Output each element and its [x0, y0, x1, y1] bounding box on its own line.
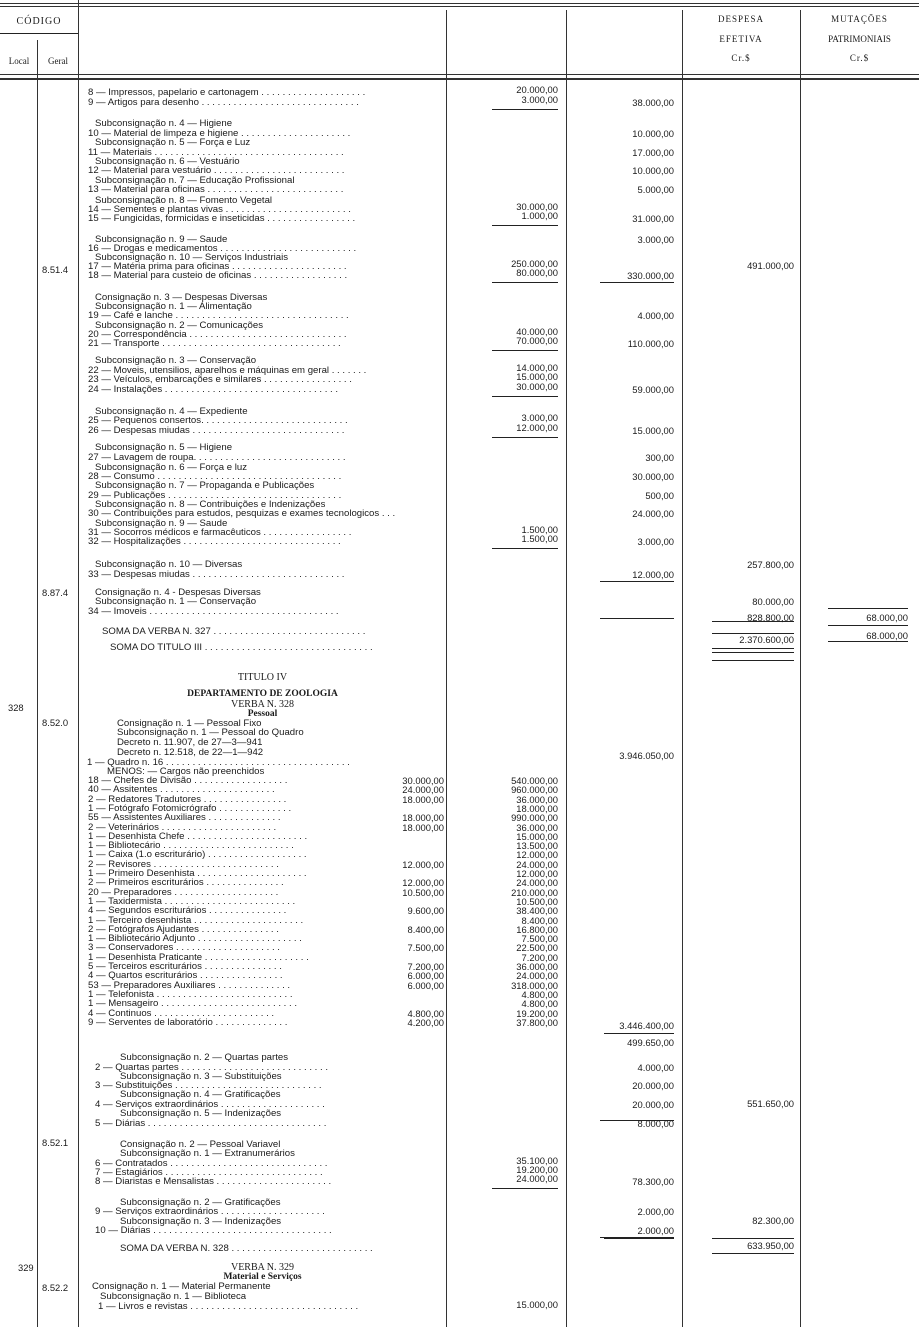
row-value-b: 12.000,00 [632, 569, 674, 580]
staff-row: 1 — Desenhista Chefe . . . . . . . . . . . . . . . . . . . . . . . [88, 830, 308, 842]
codigo-header: CÓDIGO [16, 16, 62, 27]
staff-row: 1 — Bibliotecário Adjunto . . . . . . . . . . . . . . . . . . . . [88, 933, 302, 945]
row-text: Consignação n. 3 — Despesas Diversas [95, 292, 268, 303]
rule-c-4 [712, 652, 794, 653]
row-text: 14 — Sementes e plantas vivas . . . . . . . . . . . . . . . . . . . . . . . . [88, 204, 351, 215]
row-value-b: 38.000,00 [632, 97, 674, 108]
staff-unit-value: 4.200,00 [407, 1016, 444, 1028]
decreto-2: Decreto n. 12.518, de 22—1—942 [117, 747, 264, 758]
row-text: 18 — Material para custeio de oficinas . . . . . . . . . . . . . . . . . . [88, 270, 348, 281]
row-text: Subconsignação n. 8 — Fomento Vegetal [95, 195, 273, 206]
row-text: Subconsignação n. 3 — Substituições [120, 1071, 282, 1082]
mutacoes-unit: Cr.$ [849, 53, 870, 63]
menos-line: MENOS: — Cargos não preenchidos [107, 766, 265, 777]
col-rule-c [800, 10, 801, 1327]
staff-total-value: 13.500,00 [516, 840, 558, 852]
row-text: 17 — Matéria prima para oficinas . . . . . . . . . . . . . . . . . . . . . . [88, 261, 347, 272]
staff-row: 20 — Preparadores . . . . . . . . . . . . . . . . . . . . [88, 886, 279, 898]
pessoal-title: Pessoal [247, 709, 278, 719]
subtotal-rule [492, 109, 558, 110]
row-value-a: 250.000,00 [511, 258, 558, 269]
row-text: 21 — Transporte . . . . . . . . . . . . . . . . . . . . . . . . . . . . . . . . . . [88, 338, 341, 349]
staff-unit-value: 18.000,00 [402, 793, 444, 805]
row-text: 25 — Pequenos consertos. . . . . . . . . . . . . . . . . . . . . . . . . . . . [88, 415, 348, 426]
row-text: 29 — Publicações . . . . . . . . . . . . . . . . . . . . . . . . . . . . . . . . . [88, 490, 342, 501]
row-text: Subconsignação n. 1 — Conservação [95, 596, 257, 607]
staff-row: 1 — Primeiro Desenhista . . . . . . . . . . . . . . . . . . . . . [88, 868, 307, 879]
staff-row: 2 — Fotógrafos Ajudantes . . . . . . . . . . . . . . . [88, 923, 279, 935]
row-text: 30 — Contribuições para estudos, pesquizas e exames tecnologicos . . . [88, 508, 396, 519]
staff-total-value: 24.000,00 [516, 858, 558, 870]
row-text: Consignação n. 2 — Pessoal Variavel [120, 1139, 281, 1150]
despesa-header-2: EFETIVA [719, 34, 763, 44]
row-text: 10 — Material de limpeza e higiene . . . . . . . . . . . . . . . . . . . . . [88, 128, 351, 139]
staff-total-value: 36.000,00 [516, 961, 558, 972]
row-value-a: 1.000,00 [521, 210, 558, 221]
staff-row: 1 — Taxidermista . . . . . . . . . . . . . . . . . . . . . . . . . [88, 895, 296, 907]
staff-total-value: 18.000,00 [516, 802, 558, 814]
soma-titulo-3: SOMA DO TITULO III . . . . . . . . . . . . . . . . . . . . . . . . . . . . . . . . [110, 642, 373, 653]
row-value-b: 5.000,00 [637, 184, 674, 195]
row-value-b: 30.000,00 [632, 471, 674, 482]
row-value-b: 3.000,00 [637, 536, 674, 547]
row-text: Subconsignação n. 2 — Quartas partes [120, 1052, 288, 1063]
row-text: 33 — Despesas miudas . . . . . . . . . . . . . . . . . . . . . . . . . . . . . [88, 569, 345, 580]
row-text: 9 — Serviços extraordinários . . . . . . . . . . . . . . . . . . . . [95, 1206, 325, 1217]
staff-subtotal: 3.446.400,00 [619, 1020, 674, 1031]
staff-total-value: 960.000,00 [511, 784, 558, 796]
row-value-c: 80.000,00 [752, 596, 794, 607]
row-value-b: 2.000,00 [637, 1206, 674, 1217]
staff-total-value: 318.000,00 [511, 979, 558, 991]
row-text: 22 — Moveis, utensilios, aparelhos e máquinas em geral . . . . . . . [88, 365, 367, 376]
rule-c-3 [712, 648, 794, 649]
staff-unit-value: 7.200,00 [407, 961, 444, 972]
row-value-b: 24.000,00 [632, 508, 674, 519]
staff-total-value: 24.000,00 [516, 877, 558, 889]
row-value-a: 1.500,00 [521, 533, 558, 544]
row-text: 19 — Café e lanche . . . . . . . . . . . . . . . . . . . . . . . . . . . . . . . . . [88, 310, 349, 321]
staff-total-value: 36.000,00 [516, 821, 558, 833]
row-text: 9 — Artigos para desenho . . . . . . . . . . . . . . . . . . . . . . . . . . . . . . [88, 97, 359, 108]
staff-row: 1 — Fotógrafo Fotomicrógrafo . . . . . . . . . . . . . . [88, 802, 292, 814]
row-text: 5 — Diárias . . . . . . . . . . . . . . . . . . . . . . . . . . . . . . . . . . [95, 1118, 327, 1129]
staff-row: 55 — Assistentes Auxiliares . . . . . . . . . . . . . . [88, 812, 281, 824]
row-text: 6 — Contratados . . . . . . . . . . . . . . . . . . . . . . . . . . . . . . [95, 1158, 328, 1169]
staff-total-value: 4.800,00 [521, 988, 558, 1000]
staff-unit-value: 4.800,00 [407, 1007, 444, 1019]
staff-row: 4 — Continuos . . . . . . . . . . . . . . . . . . . . . . . [88, 1007, 275, 1019]
quadro-total: 3.946.050,00 [619, 750, 674, 761]
subtotal-rule [492, 1188, 558, 1189]
staff-unit-value: 18.000,00 [402, 821, 444, 833]
row-text: 34 — Imoveis . . . . . . . . . . . . . . . . . . . . . . . . . . . . . . . . . . . . [88, 606, 339, 617]
staff-row: 2 — Redatores Tradutores . . . . . . . . . . . . . . . . [88, 793, 287, 805]
staff-total-value: 990.000,00 [511, 812, 558, 824]
row-text: Subconsignação n. 4 — Higiene [95, 118, 233, 129]
staff-total-value: 37.800,00 [516, 1016, 558, 1028]
total-c-828: 828.800,00 [747, 612, 794, 623]
staff-unit-value: 12.000,00 [402, 858, 444, 870]
row-text: Subconsignação n. 1 — Extranumerários [120, 1148, 295, 1159]
staff-row: 1 — Desenhista Praticante . . . . . . . . . . . . . . . . . . . . [88, 951, 309, 963]
row-value-b: 4.000,00 [637, 1062, 674, 1073]
row-text: Subconsignação n. 2 — Gratificações [120, 1197, 281, 1208]
staff-total-value: 12.000,00 [516, 868, 558, 879]
staff-unit-value: 7.500,00 [407, 942, 444, 954]
codigo-underline [0, 33, 78, 34]
row-text: 11 — Materiais . . . . . . . . . . . . . . . . . . . . . . . . . . . . . . . . . . . . [88, 147, 344, 158]
row-text: 32 — Hospitalizações . . . . . . . . . . . . . . . . . . . . . . . . . . . . . . [88, 536, 341, 547]
row-text: 10 — Diárias . . . . . . . . . . . . . . . . . . . . . . . . . . . . . . . . . . [95, 1225, 332, 1236]
row-value-b: 17.000,00 [632, 147, 674, 158]
section-rule [600, 282, 674, 283]
row-value-a: 40.000,00 [516, 326, 558, 337]
row-value-a: 70.000,00 [516, 335, 558, 346]
staff-unit-value: 12.000,00 [402, 877, 444, 889]
row-text: 31 — Socorros médicos e farmacêuticos . . . . . . . . . . . . . . . . . [88, 527, 352, 538]
row-value-a: 12.000,00 [516, 422, 558, 433]
staff-total-value: 12.000,00 [516, 849, 558, 861]
row-value-a: 24.000,00 [516, 1173, 558, 1184]
quadro-line: 1 — Quadro n. 16 . . . . . . . . . . . . . . . . . . . . . . . . . . . . . . . . . . . [87, 757, 350, 768]
staff-total-value: 540.000,00 [511, 775, 558, 786]
rule-328-b [604, 1238, 674, 1239]
staff-net: 499.650,00 [627, 1037, 674, 1048]
consig-1: Consignação n. 1 — Pessoal Fixo [117, 718, 262, 729]
row-text: 4 — Serviços extraordinários . . . . . . . . . . . . . . . . . . . . [95, 1099, 325, 1110]
mutacoes-header-1: MUTAÇÕES [831, 14, 888, 24]
staff-row: 4 — Segundos escriturários . . . . . . . . . . . . . . . [88, 905, 287, 917]
row-text: Subconsignação n. 4 — Expediente [95, 406, 248, 417]
soma-verba-327: SOMA DA VERBA N. 327 . . . . . . . . . . . . . . . . . . . . . . . . . . . . . [102, 626, 366, 637]
row-text: Subconsignação n. 2 — Comunicações [95, 320, 263, 331]
titulo-iv: TITULO IV [237, 672, 288, 683]
row-value-a: 15.000,00 [516, 371, 558, 382]
row-value-a: 19.200,00 [516, 1164, 558, 1175]
staff-row: 53 — Preparadores Auxiliares . . . . . . . . . . . . . . [88, 979, 291, 991]
local-header: Local [8, 56, 30, 66]
top-rule-2 [0, 6, 919, 7]
staff-row: 2 — Primeiros escriturários . . . . . . . . . . . . . . . [88, 877, 284, 889]
row-value-b: 10.000,00 [632, 128, 674, 139]
subtotal-rule [492, 282, 558, 283]
row-text: Subconsignação n. 10 — Serviços Industriais [95, 252, 289, 263]
row-text: 8 — Diaristas e Mensalistas . . . . . . . . . . . . . . . . . . . . . . [95, 1176, 332, 1187]
row-text: 16 — Drogas e medicamentos . . . . . . . . . . . . . . . . . . . . . . . . . . [88, 243, 357, 254]
row-value-a: 1.500,00 [521, 524, 558, 535]
col-rule-local [37, 40, 38, 1327]
staff-unit-value: 6.000,00 [407, 979, 444, 991]
subtotal-rule [492, 548, 558, 549]
row-value-b: 500,00 [645, 490, 674, 501]
row-value-b: 20.000,00 [632, 1080, 674, 1091]
code-8874: 8.87.4 [42, 587, 69, 598]
row-text: 24 — Instalações . . . . . . . . . . . . . . . . . . . . . . . . . . . . . . . . . [88, 384, 339, 395]
row-text: Subconsignação n. 6 — Força e luz [95, 462, 247, 473]
staff-row: 1 — Caixa (1.o escriturário) . . . . . . . . . . . . . . . . . . . [88, 849, 307, 861]
row-text: Subconsignação n. 9 — Saude [95, 234, 228, 245]
verba-329-item: 1 — Livros e revistas . . . . . . . . . . . . . . . . . . . . . . . . . . . . . . . . [98, 1301, 359, 1312]
verba-329-value: 15.000,00 [516, 1299, 558, 1310]
subtotal-rule [492, 350, 558, 351]
row-text: 13 — Material para oficinas . . . . . . . . . . . . . . . . . . . . . . . . . . [88, 184, 344, 195]
rule-c-5 [712, 660, 794, 661]
dept-title: DEPARTAMENTO DE ZOOLOGIA [187, 689, 338, 699]
geral-header: Geral [48, 56, 68, 66]
staff-total-value: 38.400,00 [516, 905, 558, 917]
row-value-c: 491.000,00 [747, 260, 794, 271]
row-value-c: 82.300,00 [752, 1215, 794, 1226]
row-text: 20 — Correspondência . . . . . . . . . . . . . . . . . . . . . . . . . . . . . . [88, 329, 347, 340]
top-rule [0, 3, 919, 4]
staff-row: 2 — Revisores . . . . . . . . . . . . . . . . . . . . . . . . [88, 858, 279, 870]
verba-329-sub: Material e Serviços [223, 1272, 302, 1282]
staff-row: 1 — Telefonista . . . . . . . . . . . . . . . . . . . . . . . . . . [88, 988, 293, 1000]
row-value-c: 551.650,00 [747, 1098, 794, 1109]
row-value-b: 8.000,00 [637, 1118, 674, 1129]
staff-row: 3 — Conservadores . . . . . . . . . . . . . . . . . . . . [88, 942, 280, 954]
col-rule-text [446, 10, 447, 1327]
staff-unit-value: 24.000,00 [402, 784, 444, 796]
header-rule-2 [0, 78, 919, 80]
row-value-b: 31.000,00 [632, 213, 674, 224]
row-value-b: 300,00 [645, 452, 674, 463]
row-value-b: 59.000,00 [632, 384, 674, 395]
row-value-a: 3.000,00 [521, 94, 558, 105]
row-text: 28 — Consumo . . . . . . . . . . . . . . . . . . . . . . . . . . . . . . . . . . . [88, 471, 342, 482]
row-value-a: 3.000,00 [521, 412, 558, 423]
soma-verba-328: SOMA DA VERBA N. 328 . . . . . . . . . . . . . . . . . . . . . . . . . . . [120, 1243, 373, 1254]
total-c-2370: 2.370.600,00 [739, 634, 794, 645]
row-text: 2 — Quartas partes . . . . . . . . . . . . . . . . . . . . . . . . . . . . [95, 1062, 328, 1073]
header-rule [0, 74, 919, 75]
section-rule [600, 581, 674, 582]
subtotal-rule [492, 225, 558, 226]
row-value-b: 4.000,00 [637, 310, 674, 321]
row-value-a: 80.000,00 [516, 267, 558, 278]
row-text: Subconsignação n. 7 — Educação Profissional [95, 175, 295, 186]
col-rule-geral [78, 0, 79, 1327]
row-value-a: 14.000,00 [516, 362, 558, 373]
row-value-b: 78.300,00 [632, 1176, 674, 1187]
row-value-c: 257.800,00 [747, 559, 794, 570]
despesa-unit: Cr.$ [731, 53, 751, 63]
staff-row: 18 — Chefes de Divisão . . . . . . . . . . . . . . . . . . [88, 775, 288, 786]
code-8514: 8.51.4 [42, 264, 69, 275]
staff-total-value: 19.200,00 [516, 1007, 558, 1019]
staff-total-value: 7.200,00 [521, 951, 558, 963]
total-d-68b: 68.000,00 [866, 630, 908, 641]
staff-row: 1 — Terceiro desenhista . . . . . . . . . . . . . . . . . . . . . [88, 914, 304, 926]
row-text: Subconsignação n. 3 — Conservação [95, 355, 257, 366]
rule-328-1 [712, 1238, 794, 1239]
staff-total-value: 16.800,00 [516, 923, 558, 935]
staff-total-value: 15.000,00 [516, 830, 558, 842]
staff-row: 40 — Assitentes . . . . . . . . . . . . . . . . . . . . . . [88, 784, 275, 796]
row-text: Subconsignação n. 8 — Contribuições e Indenizações [95, 499, 326, 510]
code-328: 328 [8, 702, 24, 713]
row-value-a: 20.000,00 [516, 84, 558, 95]
verba-329-title: VERBA N. 329 [230, 1262, 295, 1273]
staff-unit-value: 9.600,00 [407, 905, 444, 917]
rule-328-2 [712, 1253, 794, 1254]
staff-unit-value: 30.000,00 [402, 775, 444, 786]
row-value-b: 330.000,00 [627, 270, 674, 281]
staff-total-value: 36.000,00 [516, 793, 558, 805]
row-value-b: 2.000,00 [637, 1225, 674, 1236]
total-d-68a: 68.000,00 [866, 612, 908, 623]
subtotal-rule [492, 396, 558, 397]
staff-total-value: 24.000,00 [516, 970, 558, 982]
code-8522: 8.52.2 [42, 1282, 69, 1293]
staff-unit-value: 6.000,00 [407, 970, 444, 982]
row-text: Subconsignação n. 4 — Gratificações [120, 1089, 281, 1100]
mutacoes-header-2: PATRIMONIAIS [828, 34, 891, 44]
staff-row: 1 — Bibliotecário . . . . . . . . . . . . . . . . . . . . . . . . . [88, 840, 294, 852]
row-text: Subconsignação n. 5 — Indenizações [120, 1108, 282, 1119]
verba-329-consig: Consignação n. 1 — Material Permanente [92, 1281, 271, 1292]
verba-329-subconsig: Subconsignação n. 1 — Biblioteca [100, 1291, 247, 1302]
verba-328-title: VERBA N. 328 [230, 699, 295, 710]
despesa-header-1: DESPESA [717, 14, 764, 24]
row-text: 3 — Substituições . . . . . . . . . . . . . . . . . . . . . . . . . . . . [95, 1080, 322, 1091]
staff-total-value: 8.400,00 [521, 914, 558, 926]
row-text: 8 — Impressos, papelario e cartonagem . . . . . . . . . . . . . . . . . . . . [88, 87, 366, 98]
row-text: Subconsignação n. 10 — Diversas [95, 559, 243, 570]
staff-row: 4 — Quartos escriturários . . . . . . . . . . . . . . . . [88, 970, 283, 982]
subconsig-1: Subconsignação n. 1 — Pessoal do Quadro [117, 727, 304, 738]
row-text: Subconsignação n. 5 — Higiene [95, 442, 233, 453]
staff-total-value: 10.500,00 [516, 895, 558, 907]
staff-row: 1 — Mensageiro . . . . . . . . . . . . . . . . . . . . . . . . . . [88, 998, 297, 1010]
rule-staff [604, 1033, 674, 1034]
row-value-b: 20.000,00 [632, 1099, 674, 1110]
decreto-1: Decreto n. 11.907, de 27—3—941 [117, 737, 263, 748]
rule-d-2 [828, 625, 908, 626]
staff-total-value: 210.000,00 [511, 886, 558, 898]
staff-unit-value: 18.000,00 [402, 812, 444, 824]
row-text: 27 — Lavagem de roupa. . . . . . . . . . . . . . . . . . . . . . . . . . . . . [88, 452, 346, 463]
row-text: 12 — Material para vestuário . . . . . . . . . . . . . . . . . . . . . . . . . [88, 165, 345, 176]
row-text: 15 — Fungicidas, formicidas e inseticidas . . . . . . . . . . . . . . . . . [88, 213, 356, 224]
staff-row: 5 — Terceiros escriturários . . . . . . . . . . . . . . . [88, 961, 282, 972]
row-value-b: 110.000,00 [627, 338, 674, 349]
row-value-a: 30.000,00 [516, 201, 558, 212]
row-text: Subconsignação n. 7 — Propaganda e Publicações [95, 480, 315, 491]
col-rule-a [566, 10, 567, 1327]
code-329: 329 [18, 1262, 34, 1273]
row-text: 23 — Veículos, embarcações e similares . . . . . . . . . . . . . . . . . [88, 374, 352, 385]
row-text: Subconsignação n. 1 — Alimentação [95, 301, 252, 312]
rule-d-3 [828, 641, 908, 642]
row-text: Subconsignação n. 5 — Força e Luz [95, 137, 251, 148]
staff-unit-value: 10.500,00 [402, 886, 444, 898]
row-text: Consignação n. 4 - Despesas Diversas [95, 587, 261, 598]
staff-row: 2 — Veterinários . . . . . . . . . . . . . . . . . . . . . . [88, 821, 277, 833]
row-value-a: 30.000,00 [516, 381, 558, 392]
row-value-b: 3.000,00 [637, 234, 674, 245]
staff-unit-value: 8.400,00 [407, 923, 444, 935]
row-value-a: 35.100,00 [516, 1155, 558, 1166]
row-text: 7 — Estagiários . . . . . . . . . . . . . . . . . . . . . . . . . . . . . . [95, 1167, 323, 1178]
section-rule [600, 618, 674, 619]
total-328: 633.950,00 [747, 1240, 794, 1251]
code-8520: 8.52.0 [42, 717, 69, 728]
row-text: Subconsignação n. 6 — Vestuário [95, 156, 240, 167]
staff-row: 9 — Serventes de laboratório . . . . . . . . . . . . . . [88, 1016, 288, 1028]
row-text: Subconsignação n. 3 — Indenizações [120, 1216, 282, 1227]
code-8521: 8.52.1 [42, 1137, 69, 1148]
row-text: Subconsignação n. 9 — Saude [95, 518, 228, 529]
staff-total-value: 7.500,00 [521, 933, 558, 945]
rule-d-1 [828, 608, 908, 609]
staff-total-value: 22.500,00 [516, 942, 558, 954]
subtotal-rule [492, 437, 558, 438]
staff-total-value: 4.800,00 [521, 998, 558, 1010]
col-rule-b [682, 10, 683, 1327]
row-text: 26 — Despesas miudas . . . . . . . . . . . . . . . . . . . . . . . . . . . . . [88, 425, 345, 436]
row-value-b: 10.000,00 [632, 165, 674, 176]
row-value-b: 15.000,00 [632, 425, 674, 436]
